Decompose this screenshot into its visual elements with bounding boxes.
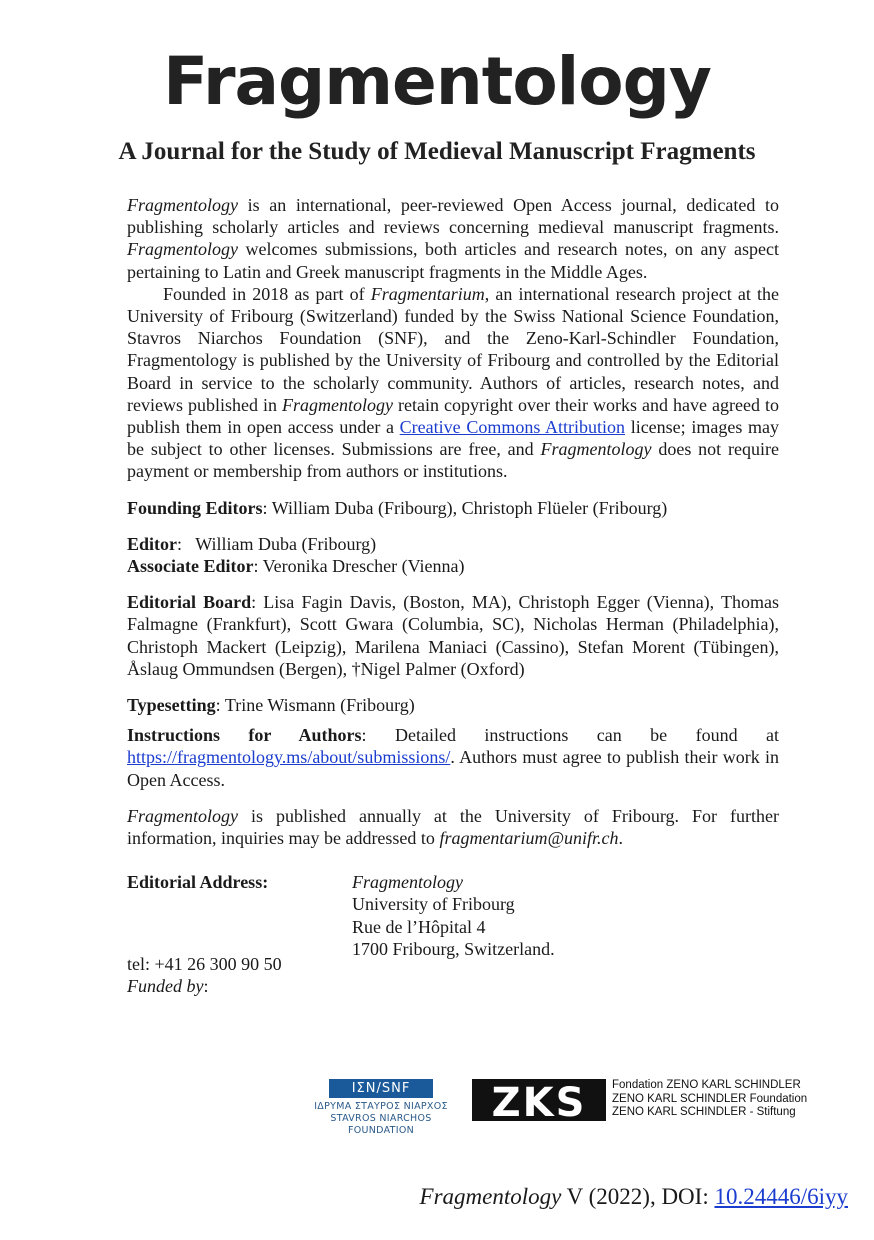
zks-logo [472,1079,606,1121]
address-lines: Fragmentology University of Fribourg Rue de l’Hôpital 4 1700 Fribourg, Switzerland. [352,872,555,959]
funded-by-label: Funded by: [127,976,209,997]
editorial-board: Editorial Board: Lisa Fagin Davis, (Boston, MA), Christoph Egger (Vienna), Thomas Falmagne (Frankfurt), Scott Gwara (Columbia, SC), Nicholas Herman (Philadelphia), Christoph Mackert (Leipzig), Marilena Maniaci (Cassino), Stefan Morent (Tübingen), Åslaug Ommundsen (Bergen), †Nigel Palmer (Oxford) [127,592,779,679]
journal-subtitle: A Journal for the Study of Medieval Manuscript Fragments [118,138,756,165]
founding-editors: Founding Editors: William Duba (Fribourg), Christoph Flüeler (Fribourg) [127,497,668,518]
editorial-address: Editorial Address: Fragmentology University of Fribourg Rue de l’Hôpital 4 1700 Fribourg, Switzerland. [127,872,555,959]
publication-info: Fragmentology is published annually at the University of Fribourg. For further information, inquiries may be addressed to fragmentarium@unifr.ch. [127,805,779,849]
editor: Editor: William Duba (Fribourg) [127,533,377,554]
typesetting: Typesetting: Trine Wismann (Fribourg) [127,695,415,716]
zks-foundation-name: Fondation ZENO KARL SCHINDLER ZENO KARL SCHINDLER Foundation ZENO KARL SCHINDLER - Stiftung [612,1079,808,1118]
contact-email[interactable]: fragmentarium@unifr.ch [439,828,619,849]
submissions-link[interactable]: https://fragmentology.ms/about/submissions/ [127,747,451,768]
associate-editor: Associate Editor: Veronika Drescher (Vienna) [127,556,465,577]
svg-text:ZKS: ZKS [491,1080,587,1121]
telephone: tel: +41 26 300 90 50 [127,954,282,975]
doi-link[interactable]: 10.24446/6iyy [714,1184,848,1209]
founding-paragraph: Founded in 2018 as part of Fragmentarium, an international research project at the University of Fribourg (Switzerland) funded by the Swiss National Science Foundation, Stavros Niarchos Foundation (SNF), and the Zeno-Karl-Schindler Foundation, Fragmentology is published by the University of Fribourg and controlled by the Editorial Board in service to the scholarly community. Authors of articles, research notes, and reviews published in Fragmentology retain copyright over their works and have agreed to publish them in open access under a Creative Commons Attribution license; images may be subject to other licenses. Submissions are free, and Fragmentology does not require payment or membership from authors or institutions. [127,283,780,482]
body-text [127,194,779,998]
snf-logo: ΙΣΝ/SNF ΙΔΡΥΜΑ ΣΤΑΥΡΟΣ ΝΙΑΡΧΟΣ STAVROS NIARCHOS FOUNDATION [314,1081,448,1136]
footer-citation: Fragmentology V (2022), DOI: 10.24446/6iyy [419,1184,848,1209]
intro-paragraph: Fragmentology is an international, peer-reviewed Open Access journal, dedicated to publishing scholarly articles and reviews concerning medieval manuscript fragments. Fragmentology welcomes submissions, both articles and research notes, on any aspect pertaining to Latin and Greek manuscript fragments in the Middle Ages. [127,195,779,282]
journal-title: Fragmentology [163,43,711,120]
instructions-for-authors: Instructions for Authors: Detailed instructions can be found at https://fragmentology.ms/about/submissions/. Authors must agree to publish their work in Open Access. [127,725,779,790]
creative-commons-link[interactable]: Creative Commons Attribution [399,417,626,438]
